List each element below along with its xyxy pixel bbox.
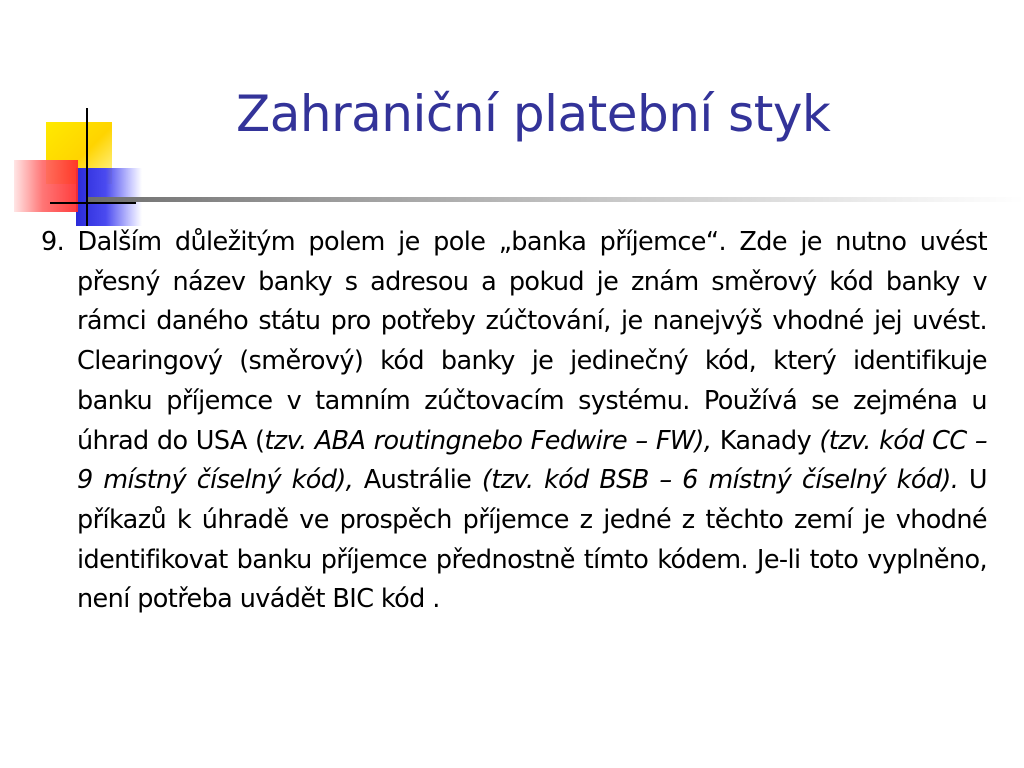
paragraph-text-part-3: Austrálie — [353, 465, 482, 496]
paragraph-text-part-1: Dalším důležitým polem je pole „banka příjemce“. Zde je nutno uvést přesný název banky s adresou a pokud je znám směrový kód banky v rámci daného státu pro potřeby zúčtování, je nanejvýš vhodné jej uvést. Clearingový (směrový) kód banky je jedinečný kód, který identifikuje banku příjemce v tamním zúčtovacím systému. Používá se zejména u úhrad do USA ( — [77, 227, 987, 456]
paragraph-italic-bsb-code: (tzv. kód BSB – 6 místný číselný kód). — [481, 465, 959, 496]
decorative-squares-logo — [0, 0, 160, 240]
paragraph-italic-cc-code: (tzv. kód CC – 9 místný číselný kód), — [77, 425, 987, 496]
title-underline-rule — [88, 197, 1024, 202]
paragraph-text-part-4: U příkazů k úhradě ve prospěch příjemce z jedné z těchto zemí je vhodné identifikovat banku příjemce přednostně tímto kódem. Je-li toto vyplněno, není potřeba uvádět BIC kód . — [77, 465, 987, 615]
slide-body — [41, 223, 987, 620]
horizontal-line-shape — [50, 202, 136, 204]
paragraph-italic-aba-fedwire: tzv. ABA routingnebo Fedwire – FW), — [264, 425, 712, 456]
red-square-shape — [14, 160, 78, 212]
numbered-paragraph — [41, 223, 987, 620]
paragraph-number: 9. — [41, 227, 65, 257]
paragraph-text-part-2: Kanady — [711, 425, 820, 456]
vertical-line-shape — [86, 108, 88, 226]
slide-title: Zahraniční platební styk — [236, 85, 831, 143]
